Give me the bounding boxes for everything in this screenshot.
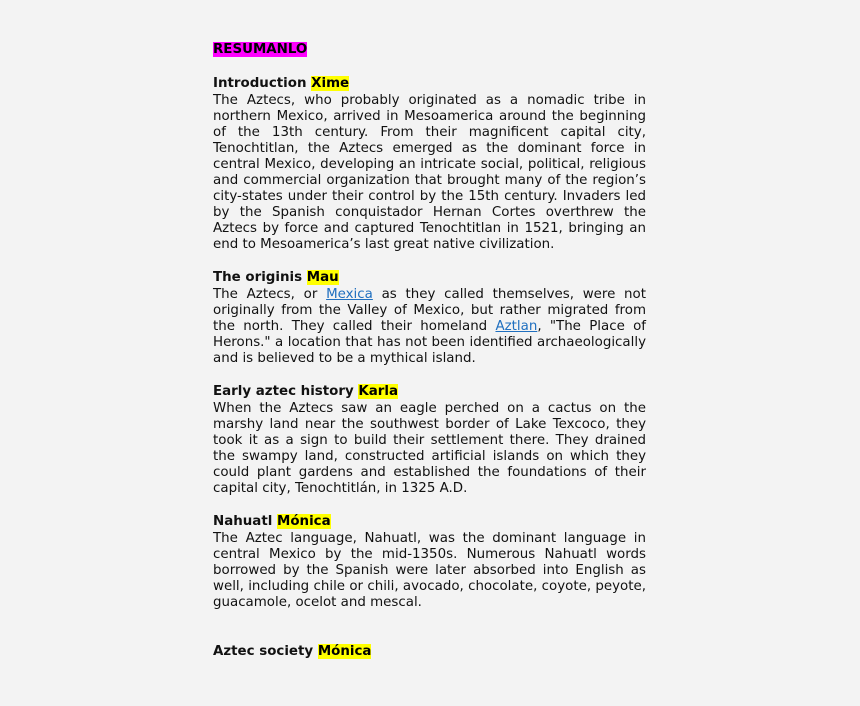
section-heading	[213, 269, 646, 287]
author-tag: Mónica	[277, 514, 331, 529]
section-nahuatl	[213, 513, 646, 611]
section-early-history	[213, 383, 646, 497]
document-title	[213, 41, 646, 59]
section-introduction	[213, 75, 646, 253]
heading-text: Introduction	[213, 76, 307, 91]
heading-text: Nahuatl	[213, 514, 273, 529]
heading-text: Early aztec history	[213, 384, 354, 399]
body-text: The Aztecs, or	[213, 287, 327, 302]
author-tag: Xime	[311, 76, 350, 91]
section-heading	[213, 643, 646, 661]
section-heading	[213, 513, 646, 531]
author-tag: Mau	[306, 270, 339, 285]
section-heading	[213, 383, 646, 401]
section-origins	[213, 269, 646, 367]
heading-text: The originis	[213, 270, 303, 285]
section-body: The Aztecs, who probably originated as a nomadic tribe in northern Mexico, arrived in Mesoamerica around the beginning of the 13th century. From their magnificent capital city, Tenochtitlan, the Aztecs emerged as the dominant force in central Mexico, developing an intricate social, political, religious and commercial organization that brought many of the region’s city-states under their control by the 15th century. Invaders led by the Spanish conquistador Hernan Cortes overthrew the Aztecs by force and captured Tenochtitlan in 1521, bringing an end to Mesoamerica’s last great native civilization.	[213, 93, 646, 252]
heading-text: Aztec society	[213, 644, 314, 659]
section-body	[213, 287, 646, 367]
aztlan-link[interactable]: Aztlan	[495, 319, 538, 334]
document-page	[213, 41, 646, 661]
section-body: The Aztec language, Nahuatl, was the dominant language in central Mexico by the mid-1350s. Numerous Nahuatl words borrowed by the Spanish were later absorbed into English as well, including chile or chili, avocado, chocolate, coyote, peyote, guacamole, ocelot and mescal.	[213, 531, 646, 610]
section-body: When the Aztecs saw an eagle perched on a cactus on the marshy land near the southwest border of Lake Texcoco, they took it as a sign to build their settlement there. They drained the swampy land, constructed artificial islands on which they could plant gardens and established the foundations of their capital city, Tenochtitlán, in 1325 A.D.	[213, 401, 646, 496]
author-tag: Karla	[358, 384, 399, 399]
body-text: , "The Place of Herons." a location that has not been identified archaeologically and is believed to be a mythical island.	[213, 319, 646, 366]
author-tag: Mónica	[317, 644, 372, 659]
mexica-link[interactable]: Mexica	[326, 287, 373, 302]
body-text: as they called themselves, were not originally from the Valley of Mexico, but rather migrated from the north. They called their homeland	[213, 287, 646, 334]
section-heading	[213, 75, 646, 93]
section-aztec-society	[213, 643, 646, 661]
document-title-text: RESUMANLO	[213, 42, 308, 57]
